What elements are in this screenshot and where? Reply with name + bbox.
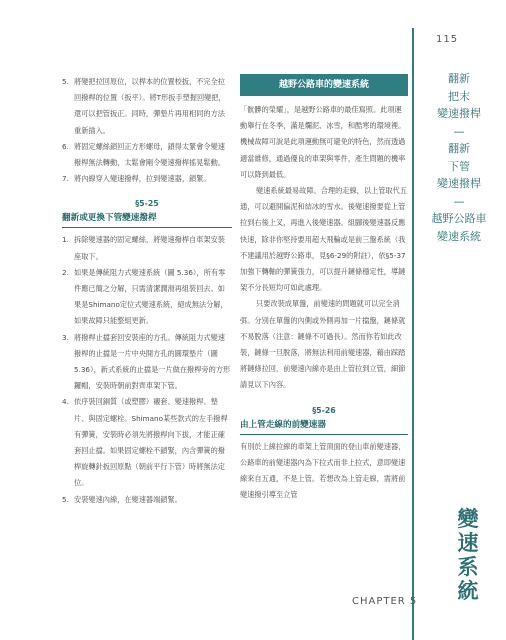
paragraph: 有別於上線拉線的車架上管頂面的登山車前變速器，公路車的前變速器內為下拉式而非上拉式，意即變速線來自五通，不是上管。若想改為上管走線，需將前變速撥引導至立管 — [240, 441, 406, 500]
section-title: 翻新或更換下管變速撥桿 — [62, 211, 232, 228]
sidebar-line: 越野公路車 — [431, 212, 487, 225]
step-text: 將固定螺絲鎖回正方形螺母，鎖得太緊會令變速撥桿無法轉動，太鬆會剛令變速撥桿搖晃鬆動。 — [74, 141, 225, 168]
sidebar-line: 變速撥桿 — [437, 177, 481, 190]
chapter-title — [455, 507, 481, 603]
paragraph: 「骯髒的榮耀」，是越野公路車的最佳寫照。此項運動舉行在冬季，滿是爛泥、冰雪，和酷寒的環境裡。機械故障可說是此項運動無可避免的特色，然而透過適當維修，通過優良的車架與零件，產生問題的機率可以降到最低。 — [240, 105, 406, 179]
section-number: §5-25 — [135, 199, 159, 209]
list-item — [62, 394, 232, 491]
paragraph: 只要改裝成單盤，前變速的問題就可以完全消弭。分別在單盤的內側或外側再加一片擋盤，鏈條就不易脫落（注意：鏈條不可過長）。然而你若如此改裝，鏈條一旦脫落，將無法利用前變速器，藉由踩踏將鏈條拉回，前變速內線亦是由上管拉到立管，細節請見以下內容。 — [240, 299, 406, 390]
page-number: 115 — [436, 34, 459, 45]
list-item — [62, 74, 232, 139]
step-number: 7. — [62, 174, 69, 184]
step-text: 將內線穿入變速撥桿，拉到變速器，鎖緊。 — [74, 174, 211, 184]
step-number: 2. — [62, 267, 69, 277]
step-text: 將撥桿止擋套回安裝座的方孔。傳統阻力式變速撥桿的止擋是一片中央開方孔的圓環墊片（圖 5.36），新式系統的止擋是一片做在撥桿旁的方形鑼帽，安裝時朝前對齊車架下管。 — [74, 332, 231, 391]
list-item — [62, 265, 232, 330]
list-item — [62, 492, 232, 508]
sidebar-line: 翻新 — [448, 72, 470, 85]
step-number: 3. — [62, 332, 69, 342]
step-number: 6. — [62, 141, 69, 151]
list-item — [62, 232, 232, 264]
step-number: 5. — [62, 77, 69, 86]
step-text: 安裝變速內線，在變速器端鎖緊。 — [74, 494, 182, 504]
section-heading — [62, 197, 232, 228]
list-item — [62, 330, 232, 395]
right-column — [240, 74, 408, 503]
chapter-title-char: 變 — [457, 507, 479, 531]
chapter-title-char: 系 — [457, 555, 479, 579]
list-item — [62, 139, 232, 171]
chapter-label: CHAPTER 5 — [352, 596, 418, 607]
chapter-title-char: 速 — [457, 531, 479, 555]
sidebar-line: 翻新 — [448, 142, 470, 155]
continued-steps-list — [62, 74, 232, 187]
sidebar-divider — [412, 28, 414, 640]
steps-list — [62, 232, 232, 507]
step-text: 依序裝回銅質（或塑膠）襯套、變速撥桿、墊片、與固定螺栓。Shimano某些款式的左手撥桿有彈簧，安裝時必須先將撥桿向下拔，才能正確套回止擋。如果固定螺栓不鎖緊，內含彈簧的撥桿旋轉針扳回原點（朝前平行下管）時將無法定位。 — [74, 397, 228, 488]
sidebar-section-list — [420, 70, 498, 245]
step-number: 5. — [62, 494, 69, 504]
paragraph: 變速系統最易故障。合理的走線，以上管取代五通，可以避開偏泥和結冰的雪水。後變速撥要從上管拉到右後上叉，再進入後變速器。組腳後變速器反應快速，除非你堅持要用超大飛輪或是前三盤系統（我不建議用於越野公路車，見§6-29的附註），依§5-37加強下轉軸的彈簧張力，可以提升鏈條穩定性，導鏈架不分長短均可如此處理。 — [240, 186, 407, 293]
step-number: 1. — [62, 235, 69, 245]
section-heading — [240, 404, 408, 435]
sidebar-line: 把末 — [448, 89, 470, 103]
sidebar-line: 下管 — [448, 159, 470, 173]
step-number: 4. — [62, 397, 69, 407]
step-text: 如果是傳統阻力式變速系統（圖 5.36），所有零件應已簡之分解，只需清潔潤滑再組裝回去。如果是Shimano定位式變速系統，絕成無法分解，如果故障只能整組更新。 — [74, 267, 228, 326]
sidebar-line: — — [453, 124, 465, 138]
section-number: §5-26 — [312, 405, 336, 415]
step-text: 拆除變速器的固定螺絲，將變速撥桿自車架安裝座取下。 — [74, 235, 225, 261]
left-column — [62, 74, 232, 508]
chapter-title-char: 統 — [457, 579, 479, 603]
sidebar-line: — — [453, 194, 465, 208]
section-title: 由上管走線的前變速器 — [240, 418, 408, 435]
step-text: 將變把拉回原位，以桿本的位置校扳，不完全拉回撥桿的位置（扳平）。將T形扳手塑握回變把，還可以把管扳正。同時，彈墊片再用相同的方法重新插入。 — [74, 77, 226, 135]
section-banner: 越野公路車的變速系統 — [240, 74, 408, 96]
sidebar-line: 變速撥桿 — [437, 107, 481, 120]
sidebar-line: 變速系統 — [437, 229, 481, 243]
list-item — [62, 171, 232, 187]
